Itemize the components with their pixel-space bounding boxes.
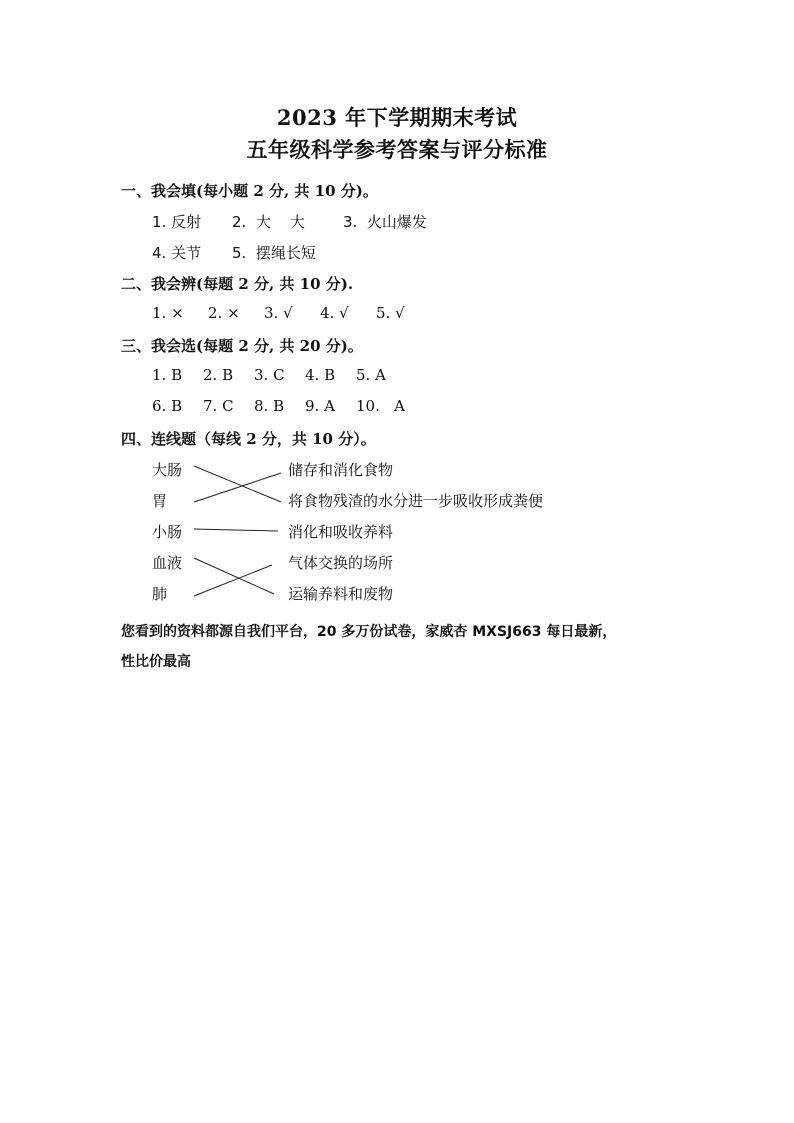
s1-answer-1: 1. 反射	[152, 213, 202, 231]
section-2-heading: 二、我会辨(每题 2 分, 共 10 分).	[121, 275, 354, 293]
s3-answer-10: 10. A	[356, 397, 405, 415]
match-right-3: 消化和吸收养料	[288, 523, 394, 541]
section-4-heading: 四、连线题（每线 2 分，共 10 分）。	[121, 430, 376, 448]
match-right-5: 运输养料和废物	[288, 585, 394, 603]
s2-answer-4: 4. √	[320, 304, 349, 322]
match-left-lung: 肺	[152, 585, 168, 603]
s1-answer-2: 2. 大 大	[232, 213, 305, 231]
match-left-large-intestine: 大肠	[152, 461, 183, 479]
s2-answer-1: 1. ×	[152, 304, 184, 322]
exam-title: 2023 年下学期期末考试	[276, 105, 518, 130]
footer-note-line1: 您看到的资料都源自我们平台，20 多万份试卷，家威杏 MXSJ663 每日最新，	[121, 624, 617, 640]
match-line-small-intestine	[194, 529, 278, 531]
s3-answer-8: 8. B	[254, 397, 285, 415]
s1-answer-4: 4. 关节	[152, 244, 202, 262]
footer-note-line2: 性比价最高	[121, 654, 191, 670]
match-line-blood	[194, 558, 274, 594]
s3-answer-9: 9. A	[305, 397, 335, 415]
section-3-heading: 三、我会选(每题 2 分, 共 20 分)。	[121, 337, 363, 355]
match-right-4: 气体交换的场所	[288, 554, 394, 572]
s3-answer-7: 7. C	[203, 397, 234, 415]
s3-answer-2: 2. B	[203, 366, 234, 384]
exam-subtitle: 五年级科学参考答案与评分标准	[246, 137, 548, 162]
s3-answer-1: 1. B	[152, 366, 183, 384]
s3-answer-4: 4. B	[305, 366, 336, 384]
s2-answer-2: 2. ×	[208, 304, 240, 322]
match-left-blood: 血液	[152, 554, 183, 572]
s1-answer-3: 3. 火山爆发	[343, 213, 427, 231]
s3-answer-3: 3. C	[254, 366, 285, 384]
s3-answer-5: 5. A	[356, 366, 386, 384]
s2-answer-3: 3. √	[264, 304, 293, 322]
match-line-large-intestine	[194, 466, 281, 502]
section-1-heading: 一、我会填(每小题 2 分, 共 10 分)。	[121, 182, 378, 200]
s2-answer-5: 5. √	[376, 304, 405, 322]
match-right-1: 储存和消化食物	[288, 461, 394, 479]
match-right-2: 将食物残渣的水分进一步吸收形成粪便	[288, 492, 544, 510]
match-left-stomach: 胃	[152, 492, 168, 510]
match-line-stomach	[194, 473, 281, 502]
match-line-lung	[194, 565, 272, 596]
match-left-small-intestine: 小肠	[152, 523, 183, 541]
s3-answer-6: 6. B	[152, 397, 183, 415]
s1-answer-5: 5. 摆绳长短	[232, 244, 316, 262]
